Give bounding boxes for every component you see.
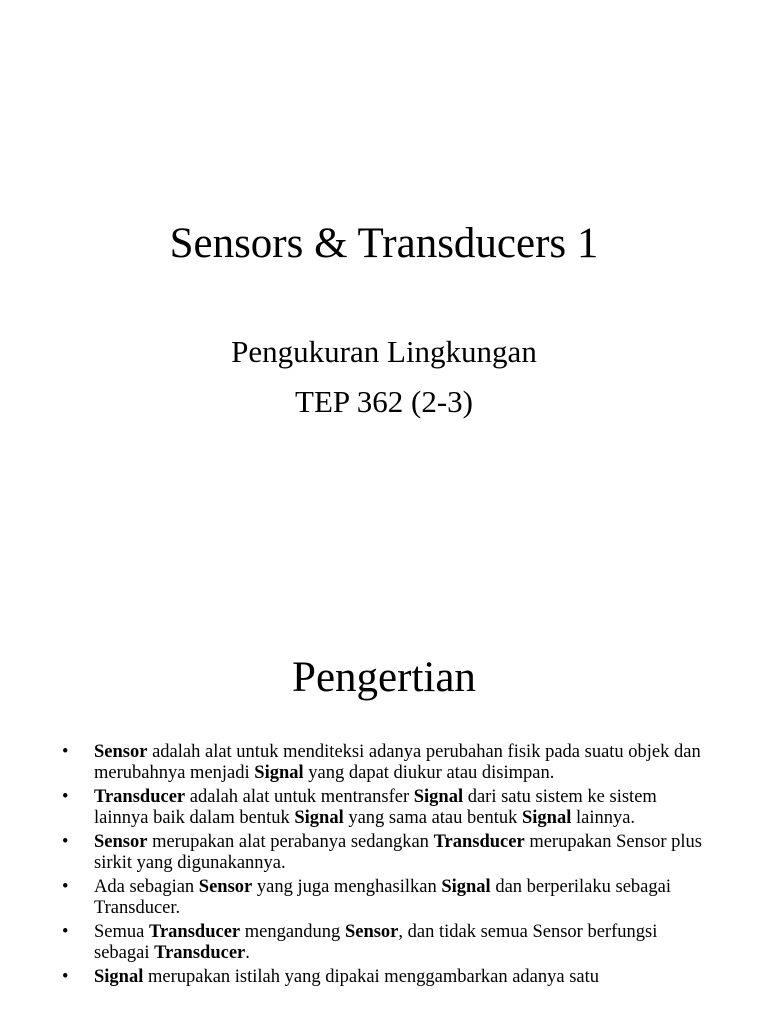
text-run: dari satu sistem ke sistem lainnya baik dalam bentuk — [94, 787, 657, 828]
definition-text — [94, 877, 671, 918]
term-bold: Signal — [294, 808, 344, 828]
slide-2 — [0, 576, 768, 1024]
definition-text — [94, 742, 701, 783]
text-run: adalah alat untuk menditeksi adanya perubahan fisik pada suatu objek dan merubahnya menjadi — [94, 742, 701, 783]
text-run: Ada sebagian — [94, 877, 199, 897]
text-run: . — [245, 943, 250, 963]
definition-item — [62, 742, 712, 784]
term-bold: Transducer — [433, 832, 525, 852]
definition-text — [94, 832, 702, 873]
text-run: mengandung — [240, 922, 345, 942]
slide-1-subtitle-course: Pengukuran Lingkungan — [231, 334, 537, 369]
text-run: , dan tidak semua Sensor berfungsi sebagai — [94, 922, 658, 963]
text-run: yang sama atau bentuk — [343, 808, 522, 828]
term-bold: Transducer — [154, 943, 246, 963]
term-bold: Sensor — [94, 832, 148, 852]
bullet-dot-icon: • — [62, 787, 69, 807]
definition-item — [62, 922, 712, 964]
text-run: yang dapat diukur atau disimpan. — [303, 763, 555, 783]
term-bold: Transducer — [148, 922, 241, 942]
text-run: dan berperilaku sebagai Transducer. — [94, 877, 671, 918]
slide-2-title: Pengertian — [292, 654, 476, 701]
text-run: adalah alat untuk mentransfer — [185, 787, 414, 807]
bullet-dot-icon: • — [62, 967, 69, 987]
text-run: yang juga menghasilkan — [252, 877, 442, 897]
definition-item — [62, 967, 712, 988]
bullet-dot-icon: • — [62, 742, 69, 762]
term-bold: Sensor — [344, 922, 399, 942]
term-bold: Signal — [413, 787, 464, 807]
term-bold: Signal — [521, 808, 572, 828]
definition-item — [62, 787, 712, 829]
slide-1-title: Sensors & Transducers 1 — [169, 220, 599, 267]
text-run: merupakan alat perabanya sedangkan — [147, 832, 434, 852]
text-run: Semua — [94, 922, 149, 942]
term-bold: Signal — [254, 763, 304, 783]
text-run: merupakan istilah yang dipakai menggambarkan adanya satu — [143, 967, 600, 987]
term-bold: Signal — [441, 877, 491, 897]
bullet-dot-icon: • — [62, 877, 69, 897]
bullet-dot-icon: • — [62, 922, 69, 942]
definition-text — [94, 787, 657, 828]
text-run: merupakan Sensor plus sirkit yang digunakannya. — [94, 832, 702, 873]
bullet-dot-icon: • — [62, 832, 69, 852]
term-bold: Transducer — [94, 787, 186, 807]
definition-item — [62, 832, 712, 874]
slide-1-subtitle-code: TEP 362 (2-3) — [295, 384, 473, 419]
term-bold: Signal — [94, 967, 144, 987]
definition-text — [94, 922, 657, 963]
definition-item — [62, 877, 712, 919]
term-bold: Sensor — [94, 742, 148, 762]
text-run: lainnya. — [571, 808, 636, 828]
term-bold: Sensor — [198, 877, 253, 897]
definition-text — [94, 967, 599, 987]
definition-list — [62, 742, 712, 991]
